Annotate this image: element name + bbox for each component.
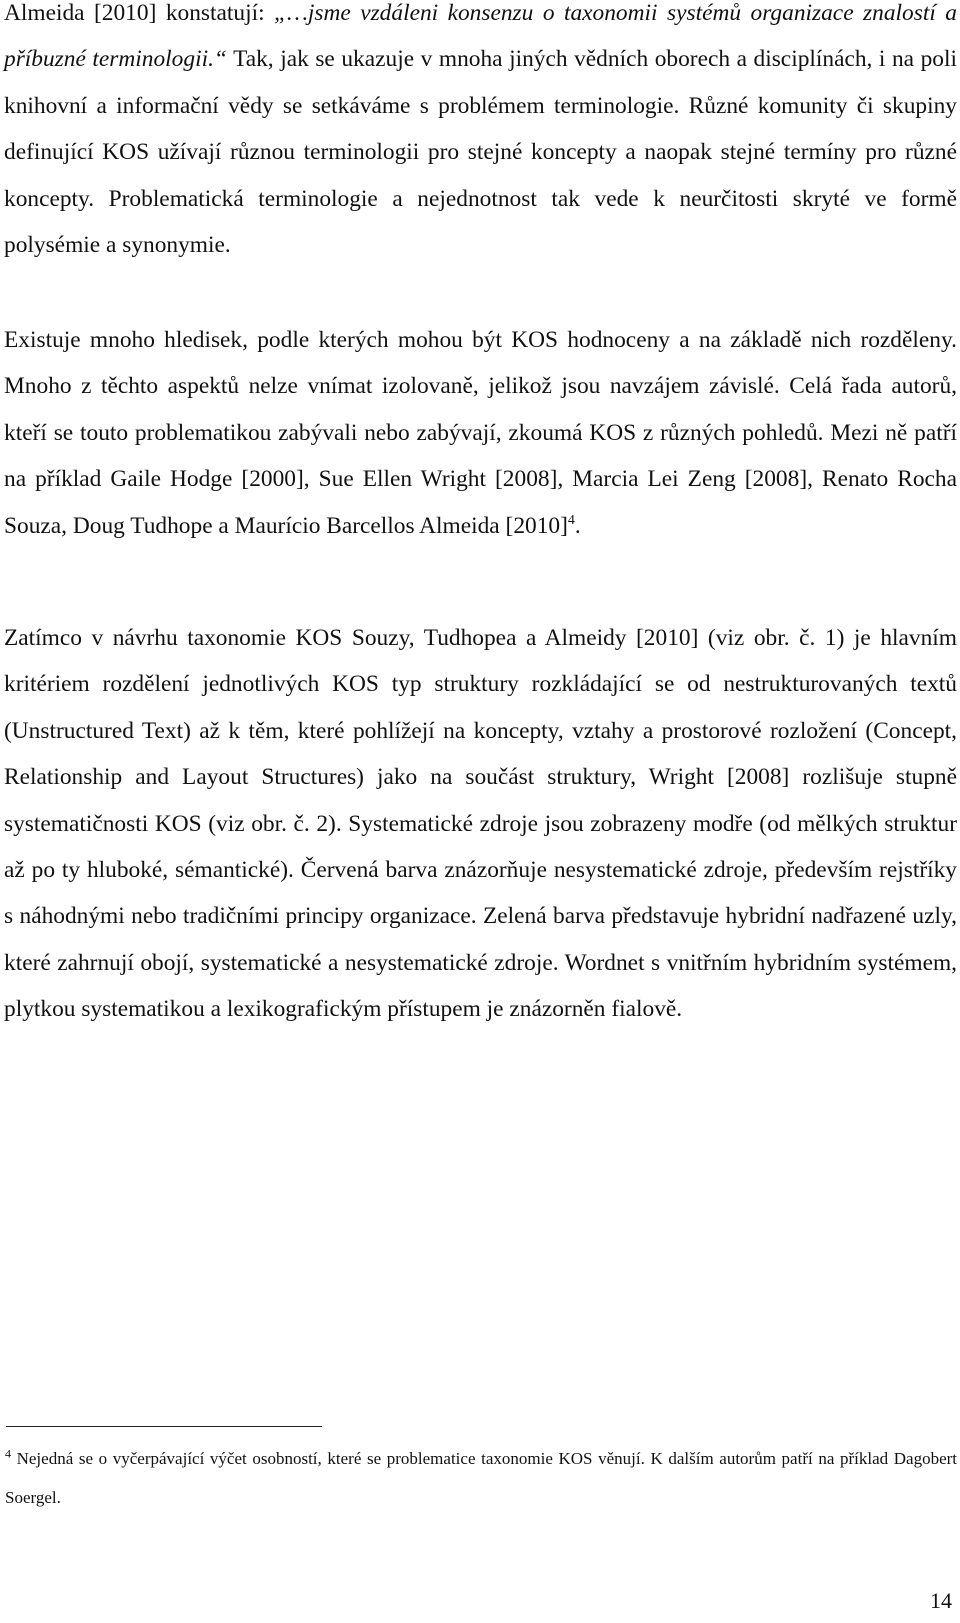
footnote-number: 4 [5, 1446, 11, 1461]
footnote-text: Nejedná se o vyčerpávající výčet osobností, které se problematice taxonomie KOS věnují. K dalším autorům patří na příklad Dagobert Soergel. [5, 1449, 957, 1507]
paragraph-2 [4, 317, 957, 549]
paragraph-2-text: Existuje mnoho hledisek, podle kterých mohou být KOS hodnoceny a na základě nich rozděleny. Mnoho z těchto aspektů nelze vnímat izolovaně, jelikož jsou navzájem závislé. Celá řada autorů, kteří se touto problematikou zabývali nebo zabývají, zkoumá KOS z různých pohledů. Mezi ně patří na příklad Gaile Hodge [2000], Sue Ellen Wright [2008], Marcia Lei Zeng [2008], Renato Rocha Souza, Doug Tudhope a Maurício Barcellos Almeida [2010] [4, 327, 957, 539]
footnote [5, 1440, 957, 1517]
paragraph-2-end: . [574, 512, 581, 539]
page-number: 14 [930, 1588, 952, 1613]
footnote-reference[interactable]: 4 [567, 512, 575, 528]
footnote-separator [6, 1426, 322, 1427]
paragraph-1-quote: „…jsme vzdáleni konsenzu o taxonomii systémů organizace znalostí a příbuzné terminologii.“ [4, 0, 957, 73]
paragraph-3: Zatímco v návrhu taxonomie KOS Souzy, Tudhopea a Almeidy [2010] (viz obr. č. 1) je hlavním kritériem rozdělení jednotlivých KOS typ struktury rozkládající se od nestrukturovaných textů (Unstructured Text) až k těm, které pohlížejí na koncepty, vztahy a prostorové rozložení (Concept, Relationship and Layout Structures) jako na součást struktury, Wright [2008] rozlišuje stupně systematičnosti KOS (viz obr. č. 2). Systematické zdroje jsou zobrazeny modře (od mělkých struktur až po ty hluboké, sémantické). Červená barva znázorňuje nesystematické zdroje, především rejstříky s náhodnými nebo tradičními principy organizace. Zelená barva představuje hybridní nadřazené uzly, které zahrnují obojí, systematické a nesystematické zdroje. Wordnet s vnitřním hybridním systémem, plytkou systematikou a lexikografickým přístupem je znázorněn fialově. [4, 625, 957, 1023]
paragraph-1 [4, 0, 957, 268]
paragraph-1-rest: Tak, jak se ukazuje v mnoha jiných vědních oborech a disciplínách, i na poli knihovní a informační vědy se setkáváme s problémem terminologie. Různé komunity či skupiny definující KOS užívají různou terminologii pro stejné koncepty a naopak stejné termíny pro různé koncepty. Problematická terminologie a nejednotnost tak vede k neurčitosti skryté ve formě polysémie a synonymie. [4, 46, 957, 259]
paragraph-1-lead: Almeida [2010] konstatují: [4, 0, 275, 26]
